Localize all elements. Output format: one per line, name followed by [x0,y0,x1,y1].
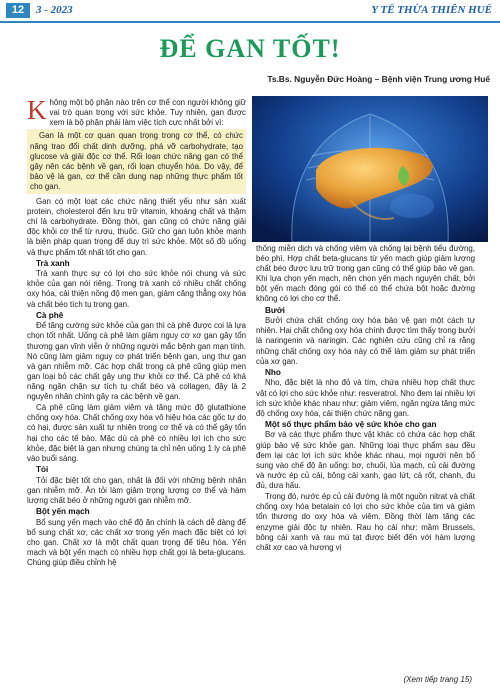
liver-illustration-svg [252,96,488,242]
paragraph: Cà phê cũng làm giảm viêm và tăng mức độ glutathione chống oxy hóa. Chất chống oxy hóa vô hiệu hóa các gốc tự do có hại, được sản xuất tự nhiên trong cơ thể và có thể gây tổn hại cho các tế bào. Mặc dù cà phê có nhiều lợi ích cho sức khỏe, đặc biệt là gan nhưng chúng ta chỉ nên uống 1 ly cà phê vào buổi sáng. [27,403,246,463]
issue-number: 3 - 2023 [36,4,73,16]
header-rule [0,21,500,23]
intro-paragraph: Không một bộ phận nào trên cơ thể con người không giữ vai trò quan trọng với sức khỏe. Tuy nhiên, gan được xem là bộ phận phải làm việc tích cực nhất bởi vì: [27,95,246,128]
drop-cap: K [27,95,47,125]
paragraph: Để tăng cường sức khỏe của gan thì cà phê được coi là lựa chọn tốt nhất. Uống cà phê làm giảm nguy cơ xơ gan gây tổn thương gan vĩnh viễn ở những người mắc bệnh gan mạn tính. Nó cũng làm giảm nguy cơ phát triển bệnh gan, ung thư gan và gan nhiễm mỡ. Các hợp chất trong cà phê cũng giúp men gan loại bỏ các chất gây ung thư khỏi cơ thể. Cà phê có khả năng ngăn chặn sự tích tụ chất béo và collagen, đây là 2 nguyên nhân chính gây ra các bệnh về gan. [27,321,247,401]
right-column [256,244,475,554]
paragraph: Nho, đặc biệt là nho đỏ và tím, chứa nhiều hợp chất thực vật có lợi cho sức khỏe như: resveratrol. Nho đem lại nhiều lợi ích sức khỏe khác nhau như: giảm viêm, ngăn ngừa tăng mức độ chống oxy hóa, cải thiện chức năng gan. [256,378,475,418]
section-heading-green-tea: Trà xanh [36,258,70,268]
paragraph: Gan có một loạt các chức năng thiết yếu như sản xuất protein, cholesterol đến lưu trữ vitamin, khoáng chất và thậm chí là carbohydrate. Đồng thời, gan cũng có chức năng giải độc khỏi cơ thể từ rượu, thuốc. Giữ cho gan luôn khỏe mạnh là biện pháp quan trọng để duy trì sức khỏe. Một số đồ uống và thực phẩm tốt nhất tốt cho gan. [27,197,246,257]
article-title: ĐỂ GAN TỐT! [159,34,341,63]
page-number: 12 [6,3,30,18]
section-heading-protective-foods: Một số thực phẩm bảo vệ sức khỏe cho gan [265,419,437,429]
continued-note: (Xem tiếp trang 15) [403,675,472,684]
liver-anatomy-illustration [252,96,488,242]
section-heading-coffee: Cà phê [36,310,64,320]
section-heading-grapefruit: Bưởi [265,305,285,315]
paragraph: Trong đó, nước ép củ cải đường là một nguồn nitrat và chất chống oxy hóa betalain có lợi cho sức khỏe của tim và giảm tổn thương do oxy hóa và viêm. Đồng thời làm tăng các enzyme giải độc tự nhiên. Rau họ cải như: mầm Brussels, bông cải xanh và rau mù tạt được biết đến với hàm lượng chất xơ cao và hương vị [256,492,475,552]
paragraph: Bưởi chứa chất chống oxy hóa bảo vệ gan một cách tự nhiên. Hai chất chống oxy hóa chính được tìm thấy trong bưởi là naringenin và naringin. Các nghiên cứu cũng chỉ ra rằng những chất chống oxy hóa này có thể làm giảm sự phát triển của xơ gan. [256,316,475,366]
paragraph: Tỏi đặc biệt tốt cho gan, nhất là đối với những bệnh nhân gan nhiễm mỡ. Ăn tỏi làm giảm trọng lượng cơ thể và hàm lượng chất béo ở những người gan nhiễm mỡ. [27,475,246,505]
section-heading-oats: Bột yến mạch [36,507,90,516]
article-byline: Ts.Bs. Nguyễn Đức Hoàng – Bệnh viện Trung ương Huế [267,74,490,84]
section-heading-garlic: Tỏi [36,465,49,475]
section-heading-grapes: Nho [265,367,281,377]
page-header [0,0,500,22]
paragraph: thống miễn dịch và chống viêm và chống lại bệnh tiểu đường, béo phì. Hợp chất beta-glucans từ yến mạch giúp giảm lượng chất béo được lưu trữ trong gan cũng có thể giúp bảo vệ gan. Khi lựa chọn yến mạch, nên chọn yến mạch nguyên chất, bởi bột yến mạch đóng gói có thể có thể chứa bột hoặc đường không có lợi cho cơ thể. [256,244,475,304]
paragraph: Bơ và các thực phẩm thực vật khác có chứa các hợp chất giúp bảo vệ sức khỏe gan. Những loại thực phẩm sau đều đem lại các lợi ích sức khỏe khác nhau, mọi người nên bổ sung vào chế độ ăn uống: bơ, chuối, lúa mạch, củ cải đường và nước ép củ cải, bông cải xanh, gạo lứt, cà rốt, chanh, đu đủ, dưa hấu. [256,430,475,490]
highlight-paragraph: Gan là một cơ quan quan trọng trong cơ thể, có chức năng trao đổi chất dinh dưỡng, phá vỡ carbohydrate, tạo glucose và giải độc cơ thể. Rối loạn chức năng gan có thể gây nên các bệnh về gan, rối loạn chuyển hóa. Do vậy, để bảo vệ lá gan, cơ thể cần dung nạp những thực phẩm tốt cho gan. [30,131,243,191]
paragraph: Trà xanh thực sự có lợi cho sức khỏe nói chung và sức khỏe của gan nói riêng. Trong trà xanh có nhiều chất chống oxy hóa, cải thiện nồng độ men gan, giảm căng thẳng oxy hóa và chất béo tích tụ trong gan. [27,269,246,309]
highlight-box [27,129,246,194]
left-column [27,95,247,569]
paragraph: Bổ sung yến mạch vào chế độ ăn chính là cách dễ dàng để bổ sung chất xơ, các chất xơ trong yến mạch đặc biệt có lợi cho gan. Chất xơ là một chất quan trọng để tiêu hóa. Yến mạch và bột yến mạch có nhiều hợp chất gọi là beta-glucans. Chúng giúp điều chỉnh hệ [27,517,246,567]
magazine-name: Y TẾ THỪA THIÊN HUẾ [371,4,492,16]
